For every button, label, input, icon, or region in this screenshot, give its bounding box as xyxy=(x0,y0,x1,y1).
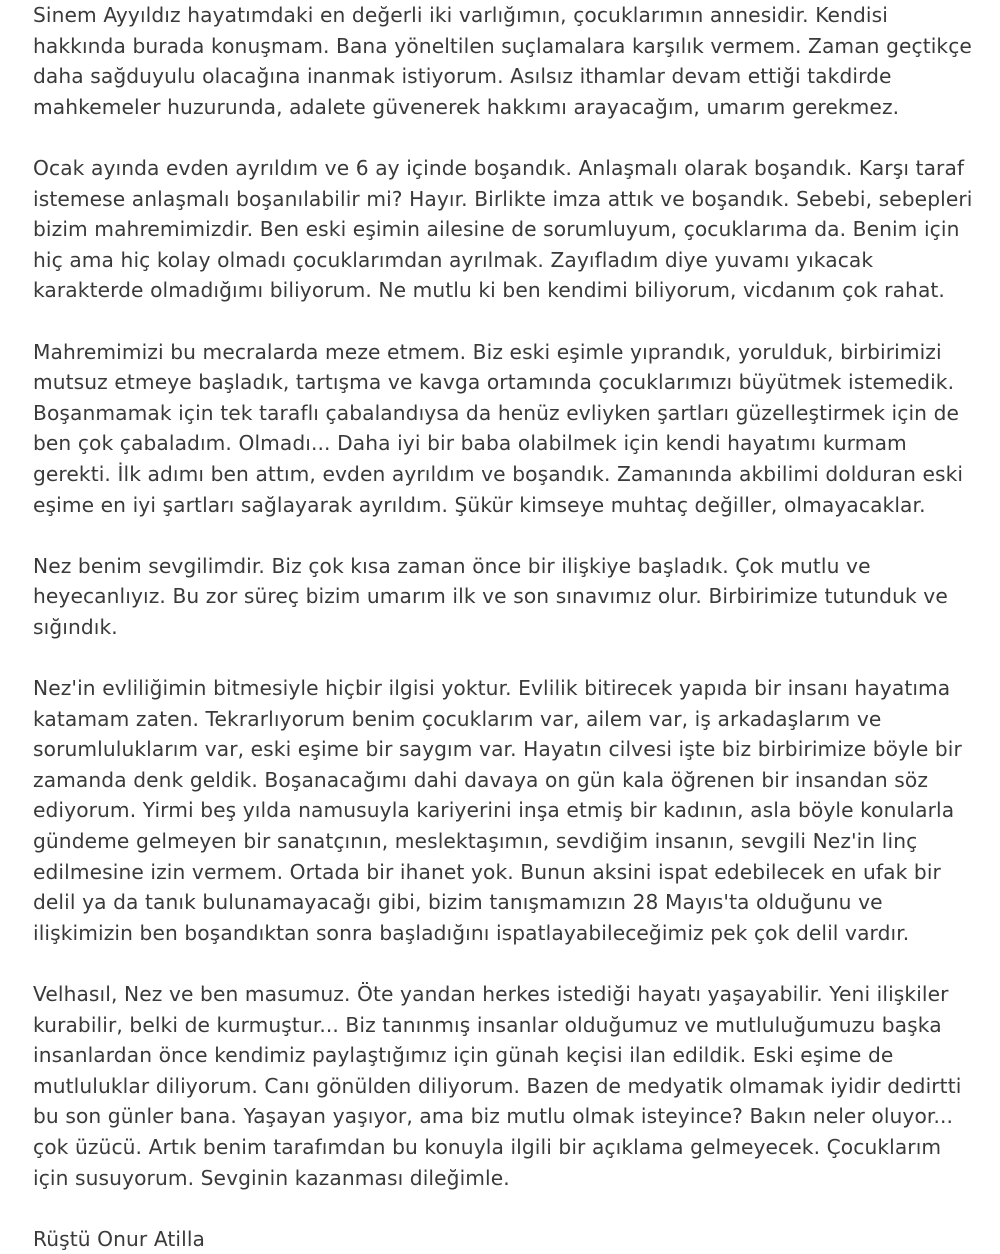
paragraph-gap xyxy=(33,642,983,673)
text-line: sorumluluklarım var, eski eşime bir saygım var. Hayatın cilvesi işte biz birbirimize böyle bir xyxy=(33,737,962,762)
text-line: mutsuz etmeye başladık, tartışma ve kavga ortamında çocuklarımızı büyütmek istemedik. xyxy=(33,370,955,395)
text-line: bizim mahremimizdir. Ben eski eşimin ailesine de sorumluyum, çocuklarıma da. Benim için xyxy=(33,217,960,242)
text-line: katamam zaten. Tekrarlıyorum benim çocuklarım var, ailem var, iş arkadaşlarım ve xyxy=(33,706,882,731)
text-line: sığındık. xyxy=(33,614,118,639)
paragraph-4 xyxy=(33,551,983,643)
text-line: Nez benim sevgilimdir. Biz çok kısa zaman önce bir ilişkiye başladık. Çok mutlu ve xyxy=(33,553,871,578)
paragraph-gap xyxy=(33,306,983,337)
text-line: zamanda denk geldik. Boşanacağımı dahi davaya on gün kala öğrenen bir insandan söz xyxy=(33,767,929,792)
signature: Rüştü Onur Atilla xyxy=(33,1226,206,1251)
text-line: Boşanmamak için tek taraflı çabalandıysa da henüz evliyken şartları güzelleştirmek için de xyxy=(33,400,960,425)
text-line: Sinem Ayyıldız hayatımdaki en değerli iki varlığımın, çocuklarımın annesidir. Kendisi xyxy=(33,3,888,27)
text-line: gerekti. İlk adımı ben attım, evden ayrıldım ve boşandık. Zamanında akbilimi dolduran eski xyxy=(33,461,964,486)
paragraph-5 xyxy=(33,673,983,948)
text-line: istemese anlaşmalı boşanılabilir mi? Hayır. Birlikte imza attık ve boşandık. Sebebi, sebepleri xyxy=(33,186,973,211)
text-line: bu son günler bana. Yaşayan yaşıyor, ama biz mutlu olmak isteyince? Bakın neler oluyor... xyxy=(33,1104,954,1129)
text-line: hakkında burada konuşmam. Bana yöneltilen suçlamalara karşılık vermem. Zaman geçtikçe xyxy=(33,33,972,58)
text-line: delil ya da tanık bulunamayacağı gibi, bizim tanışmamızın 28 Mayıs'ta olduğunu ve xyxy=(33,890,883,915)
paragraph-2 xyxy=(33,153,983,306)
text-line: Mahremimizi bu mecralarda meze etmem. Biz eski eşimle yıprandık, yorulduk, birbirimizi xyxy=(33,339,942,364)
paragraph-3 xyxy=(33,337,983,521)
text-line: çok üzücü. Artık benim tarafımdan bu konuyla ilgili bir açıklama gelmeyecek. Çocuklarım xyxy=(33,1134,942,1159)
text-line: karakterde olmadığımı biliyorum. Ne mutlu ki ben kendimi biliyorum, vicdanım çok rahat. xyxy=(33,278,945,303)
text-line: mahkemeler huzurunda, adalete güvenerek hakkımı arayacağım, umarım gerekmez. xyxy=(33,94,900,119)
text-line: eşime en iyi şartları sağlayarak ayrıldım. Şükür kimseye muhtaç değiller, olmayacaklar. xyxy=(33,492,926,517)
paragraph-gap xyxy=(33,1193,983,1224)
paragraph-6 xyxy=(33,979,983,1193)
text-line: ben çok çabaladım. Olmadı... Daha iyi bir baba olabilmek için kendi hayatımı kurmam xyxy=(33,431,907,456)
paragraph-gap xyxy=(33,122,983,153)
text-line: insanlardan önce kendimiz paylaştığımız için günah keçisi ilan edildik. Eski eşime de xyxy=(33,1043,894,1068)
text-line: daha sağduyulu olacağına inanmak istiyorum. Asılsız ithamlar devam ettiği takdirde xyxy=(33,64,892,89)
text-line: edilmesine izin vermem. Ortada bir ihanet yok. Bunun aksini ispat edebilecek en ufak bir xyxy=(33,859,941,884)
text-line: Ocak ayında evden ayrıldım ve 6 ay içinde boşandık. Anlaşmalı olarak boşandık. Karşı taraf xyxy=(33,155,965,180)
text-line: heyecanlıyız. Bu zor süreç bizim umarım ilk ve son sınavımız olur. Birbirimize tutunduk ve xyxy=(33,584,948,609)
text-line: Velhasıl, Nez ve ben masumuz. Öte yandan herkes istediği hayatı yaşayabilir. Yeni ilişkiler xyxy=(33,982,949,1006)
text-line: hiç ama hiç kolay olmadı çocuklarımdan ayrılmak. Zayıfladım diye yuvamı yıkacak xyxy=(33,247,874,272)
paragraph-gap xyxy=(33,520,983,551)
text-line: kurabilir, belki de kurmuştur... Biz tanınmış insanlar olduğumuz ve mutluluğumuzu başka xyxy=(33,1012,942,1037)
paragraph-1 xyxy=(33,0,983,122)
text-line: Nez'in evliliğimin bitmesiyle hiçbir ilgisi yoktur. Evlilik bitirecek yapıda bir insanı hayatıma xyxy=(33,676,951,701)
text-line: ediyorum. Yirmi beş yılda namusuyla kariyerini inşa etmiş bir kadının, asla böyle konularla xyxy=(33,798,955,823)
text-line: gündeme gelmeyen bir sanatçının, meslektaşımın, sevdiğim insanın, sevgili Nez'in linç xyxy=(33,829,918,854)
statement-text xyxy=(33,0,983,1254)
text-line: için susuyorum. Sevginin kazanması dileğimle. xyxy=(33,1165,510,1190)
text-line: mutluluklar diliyorum. Canı gönülden diliyorum. Bazen de medyatik olmamak iyidir dedirtti xyxy=(33,1073,962,1098)
paragraph-gap xyxy=(33,948,983,979)
text-line: ilişkimizin ben boşandıktan sonra başladığını ispatlayabileceğimiz pek çok delil vardır. xyxy=(33,920,910,945)
